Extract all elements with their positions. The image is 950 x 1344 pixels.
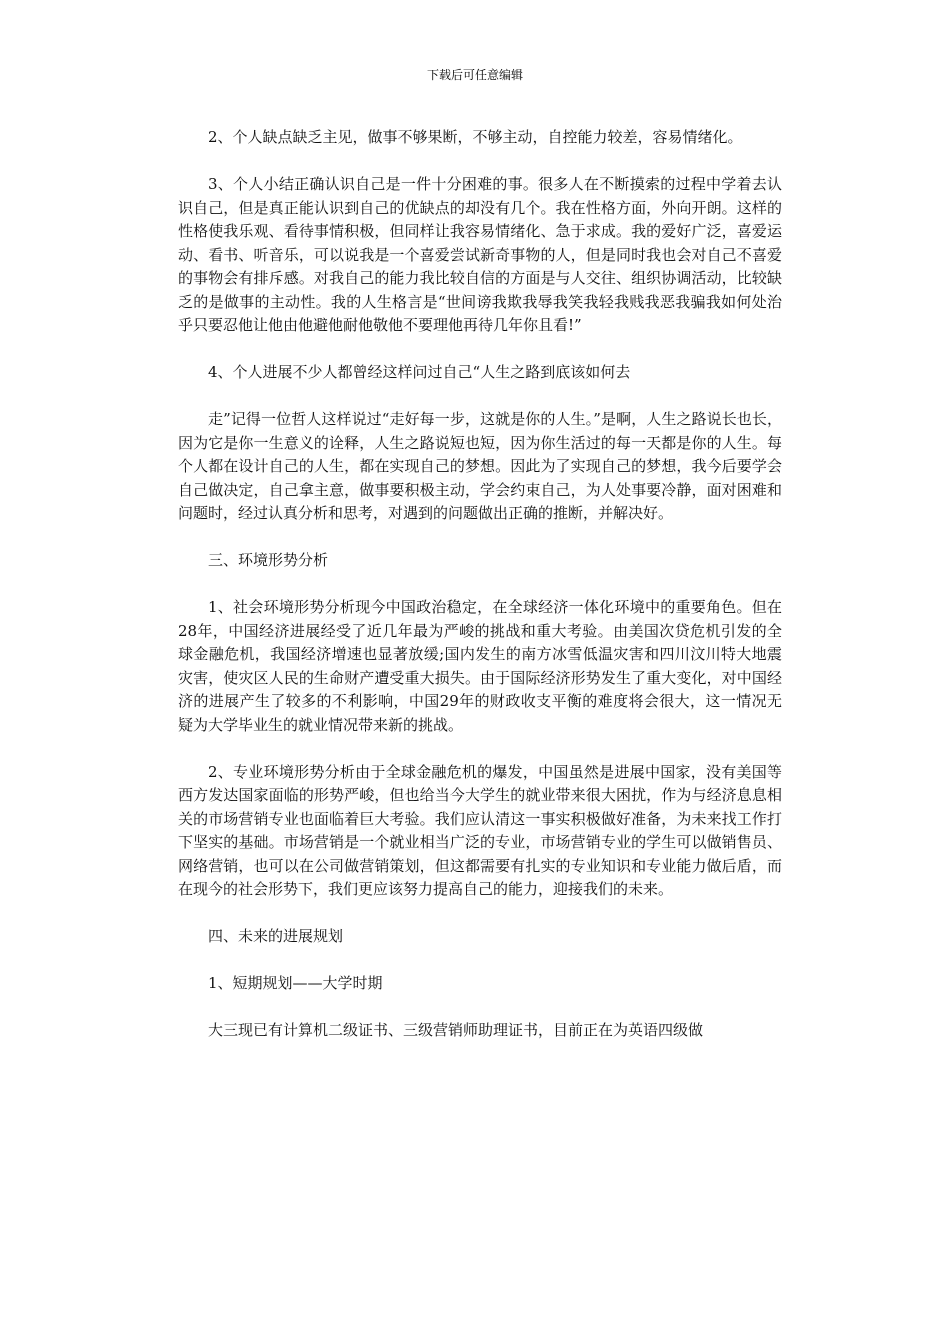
paragraph-personal-summary: 3、个人小结正确认识自己是一件十分困难的事。很多人在不断摸索的过程中学着去认识自己，但是真正能认识到自己的优缺点的却没有几个。我在性格方面，外向开朗。这样的性格使我乐观、看待事情积极，但同样让我容易情绪化、急于求成。我的爱好广泛，喜爱运动、看书、听音乐，可以说我是一个喜爱尝试新奇事物的人，但是同时我也会对自己不喜爱的事物会有排斥感。对我自己的能力我比较自信的方面是与人交往、组织协调活动，比较缺乏的是做事的主动性。我的人生格言是“世间谤我欺我辱我笑我轻我贱我恶我骗我如何处治乎只要忍他让他由他避他耐他敬他不要理他再待几年你且看!” <box>178 175 782 334</box>
section-heading-environment: 三、环境形势分析 <box>208 551 329 569</box>
paragraph-social-environment: 1、社会环境形势分析现今中国政治稳定，在全球经济一体化环境中的重要角色。但在28年，中国经济进展经受了近几年最为严峻的挑战和重大考验。由美国次贷危机引发的全球金融危机，我国经济增速也显著放缓;国内发生的南方冰雪低温灾害和四川汶川特大地震灾害，使灾区人民的生命财产遭受重大损失。由于国际经济形势发生了重大变化，对中国经济的进展产生了较多的不利影响，中国29年的财政收支平衡的难度将会很大，这一情况无疑为大学毕业生的就业情况带来新的挑战。 <box>178 598 782 734</box>
paragraph-professional-environment: 2、专业环境形势分析由于全球金融危机的爆发，中国虽然是进展中国家，没有美国等西方发达国家面临的形势严峻，但也给当今大学生的就业带来很大困扰，作为与经济息息相关的市场营销专业也面临着巨大考验。我们应认清这一事实积极做好准备，为未来找工作打下坚实的基础。市场营销是一个就业相当广泛的专业，市场营销专业的学生可以做销售员、网络营销，也可以在公司做营销策划，但这都需要有扎实的专业知识和专业能力做后盾，而在现今的社会形势下，我们更应该努力提高自己的能力，迎接我们的未来。 <box>178 762 782 898</box>
subheading-short-term-plan: 1、短期规划——大学时期 <box>208 974 383 992</box>
document-body <box>178 126 782 1066</box>
paragraph-personal-development-heading: 4、个人进展不少人都曾经这样问过自己“人生之路到底该如何去 <box>208 363 631 381</box>
paragraph-junior-year: 大三现已有计算机二级证书、三级营销师助理证书，目前正在为英语四级做 <box>208 1021 704 1039</box>
section-heading-future-plan: 四、未来的进展规划 <box>208 927 344 945</box>
page-header: 下载后可任意编辑 <box>426 68 523 82</box>
paragraph-personal-development: 走”记得一位哲人这样说过“走好每一步，这就是你的人生。”是啊，人生之路说长也长，因为它是你一生意义的诠释，人生之路说短也短，因为你生活过的每一天都是你的人生。每个人都在设计自己的人生，都在实现自己的梦想。因此为了实现自己的梦想，我今后要学会自己做决定，自己拿主意，做事要积极主动，学会约束自己，为人处事要冷静，面对困难和问题时，经过认真分析和思考，对遇到的问题做出正确的推断，并解决好。 <box>178 410 782 522</box>
paragraph-weaknesses: 2、个人缺点缺乏主见，做事不够果断，不够主动，自控能力较差，容易情绪化。 <box>208 128 743 146</box>
